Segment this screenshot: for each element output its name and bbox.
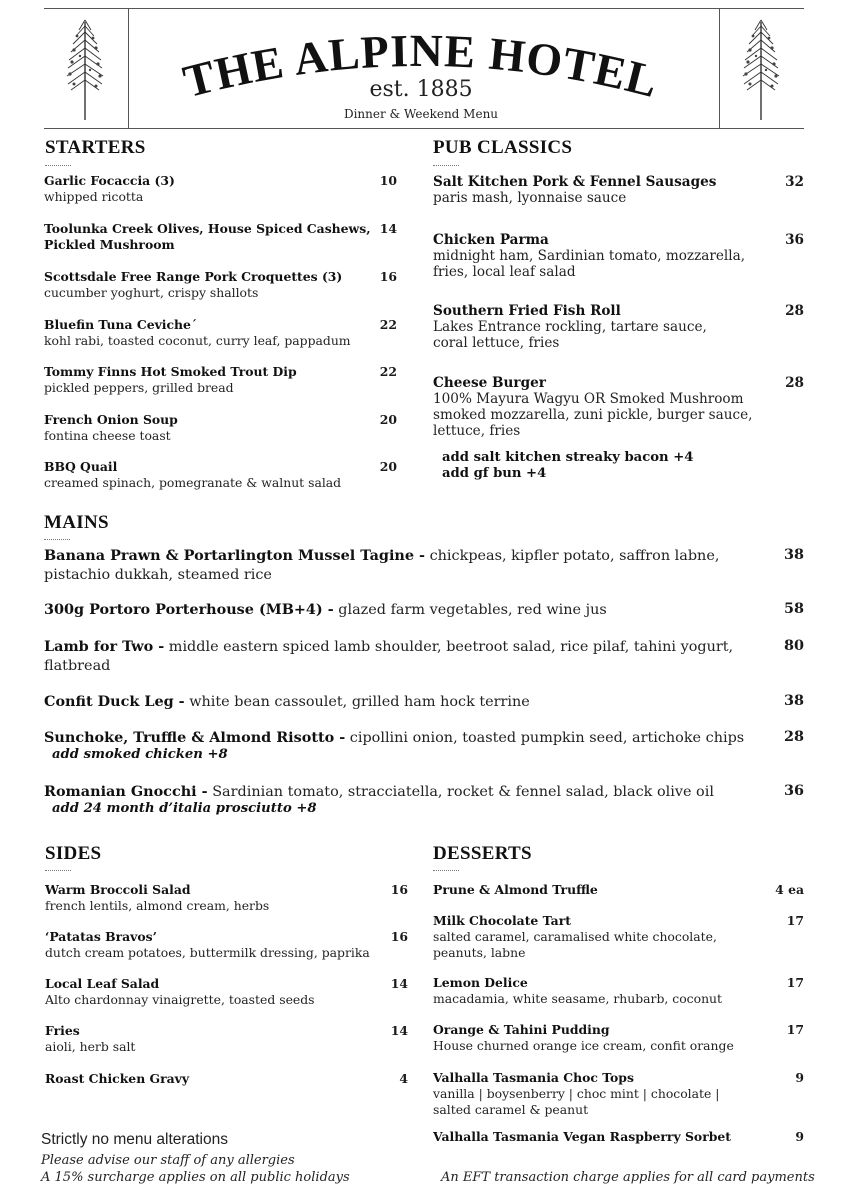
section-divider <box>44 539 70 540</box>
item-description: House churned orange ice cream, confit orange <box>433 1038 734 1053</box>
menu-item <box>44 221 374 253</box>
menu-item <box>44 782 768 802</box>
item-name: Lemon Delice <box>433 975 528 990</box>
menu-item <box>44 317 384 349</box>
item-description: midnight ham, Sardinian tomato, mozzarella, fries, local leaf salad <box>433 248 746 280</box>
item-price: 28 <box>783 728 804 745</box>
item-description: salted caramel, caramalised white chocolate, peanuts, labne <box>433 929 717 960</box>
item-description: pickled peppers, grilled bread <box>44 380 234 395</box>
item-name: Tommy Finns Hot Smoked Trout Dip <box>44 364 297 379</box>
item-name: Milk Chocolate Tart <box>433 913 571 928</box>
item-price: 17 <box>786 1022 804 1037</box>
pine-tree-icon <box>738 14 784 128</box>
item-price: 14 <box>390 1023 408 1038</box>
allergy-notice: Please advise our staff of any allergies <box>41 1153 295 1168</box>
header-top-rule <box>44 8 804 9</box>
menu-item <box>433 882 753 898</box>
item-price: 22 <box>379 364 397 379</box>
item-price: 80 <box>783 637 804 654</box>
item-name: Toolunka Creek Olives, House Spiced Cashews, Pickled Mushroom <box>44 221 371 252</box>
addon-option: add gf bun +4 <box>442 466 547 481</box>
menu-item <box>44 546 759 585</box>
item-description: french lentils, almond cream, herbs <box>45 898 270 913</box>
item-description: glazed farm vegetables, red wine jus <box>333 602 607 618</box>
menu-subtitle: Dinner & Weekend Menu <box>343 107 499 121</box>
menu-item <box>433 174 763 206</box>
menu-item <box>44 692 768 712</box>
item-price: 28 <box>785 303 804 319</box>
item-name: Warm Broccoli Salad <box>45 882 191 897</box>
item-price: 20 <box>379 459 397 474</box>
item-name: Valhalla Tasmania Vegan Raspberry Sorbet <box>433 1129 731 1144</box>
item-name: Lamb for Two - <box>44 638 165 655</box>
item-name: Sunchoke, Truffle & Almond Risotto - <box>44 729 346 746</box>
menu-item <box>44 364 374 396</box>
item-price: 32 <box>785 174 804 190</box>
item-price: 38 <box>783 546 804 563</box>
item-name: Fries <box>45 1023 80 1038</box>
item-price: 28 <box>785 375 804 391</box>
item-name: French Onion Soup <box>44 412 178 427</box>
item-name: Local Leaf Salad <box>45 976 160 991</box>
item-description: kohl rabi, toasted coconut, curry leaf, pappadum <box>44 333 351 348</box>
item-description: 100% Mayura Wagyu OR Smoked Mushroom smoked mozzarella, zuni pickle, burger sauce, lettuce, fries <box>433 391 753 439</box>
item-price: 9 <box>795 1070 804 1085</box>
item-price: 14 <box>390 976 408 991</box>
item-price: 36 <box>785 232 804 248</box>
item-description: cipollini onion, toasted pumpkin seed, artichoke chips <box>345 730 745 746</box>
item-description: Sardinian tomato, stracciatella, rocket & fennel salad, black olive oil <box>207 784 714 800</box>
item-description: paris mash, lyonnaise sauce <box>433 190 627 206</box>
item-price: 16 <box>379 269 397 284</box>
item-price: 4 ea <box>775 882 804 897</box>
menu-item <box>44 600 768 620</box>
mains-heading: MAINS <box>44 512 109 533</box>
menu-item <box>433 975 753 1007</box>
item-description: dutch cream potatoes, buttermilk dressing, paprika <box>45 945 370 960</box>
header-left-rule <box>128 8 129 128</box>
item-price: 20 <box>379 412 397 427</box>
item-name: Orange & Tahini Pudding <box>433 1022 610 1037</box>
item-description: vanilla | boysenberry | choc mint | chocolate | salted caramel & peanut <box>433 1086 720 1117</box>
item-name: Cheese Burger <box>433 375 546 391</box>
hotel-name: THE ALPINE HOTEL <box>178 24 664 108</box>
menu-item <box>45 976 385 1008</box>
item-price: 9 <box>795 1129 804 1144</box>
menu-item <box>44 173 364 205</box>
menu-item <box>44 412 374 444</box>
menu-item <box>433 1022 763 1054</box>
menu-item <box>45 1023 345 1055</box>
addon-option: add salt kitchen streaky bacon +4 <box>442 450 694 465</box>
item-name: Valhalla Tasmania Choc Tops <box>433 1070 634 1085</box>
item-description: middle eastern spiced lamb shoulder, beetroot salad, rice pilaf, tahini yogurt, flatbread <box>44 639 734 674</box>
item-price: 17 <box>786 975 804 990</box>
header-bottom-rule <box>44 128 804 129</box>
item-name: Roast Chicken Gravy <box>45 1071 190 1086</box>
item-description: fontina cheese toast <box>44 428 171 443</box>
item-name: Southern Fried Fish Roll <box>433 303 621 319</box>
item-price: 4 <box>399 1071 408 1086</box>
item-description: macadamia, white seasame, rhubarb, coconut <box>433 991 723 1006</box>
item-name: Confit Duck Leg - <box>44 693 185 710</box>
item-description: whipped ricotta <box>44 189 144 204</box>
item-price: 16 <box>390 882 408 897</box>
item-price: 58 <box>783 600 804 617</box>
menu-item <box>44 728 768 748</box>
pub-classics-heading: PUB CLASSICS <box>433 137 573 158</box>
item-price: 36 <box>783 782 804 799</box>
item-name: Romanian Gnocchi - <box>44 783 208 800</box>
menu-item <box>45 882 385 914</box>
addon-option: add 24 month d’italia prosciutto +8 <box>52 801 317 816</box>
menu-item <box>433 1070 743 1118</box>
item-name: Garlic Focaccia (3) <box>44 173 175 188</box>
item-name: Bluefin Tuna Ceviche´ <box>44 317 198 332</box>
item-price: 10 <box>379 173 397 188</box>
section-divider <box>45 165 71 166</box>
item-price: 16 <box>390 929 408 944</box>
section-divider <box>45 870 71 871</box>
menu-item <box>433 375 773 439</box>
starters-heading: STARTERS <box>45 137 146 158</box>
menu-item <box>433 303 733 351</box>
menu-item <box>433 232 768 280</box>
item-description: white bean cassoulet, grilled ham hock terrine <box>184 694 530 710</box>
menu-item <box>433 1129 763 1145</box>
item-name: Scottsdale Free Range Pork Croquettes (3) <box>44 269 343 284</box>
addon-option: add smoked chicken +8 <box>52 747 228 762</box>
desserts-heading: DESSERTS <box>433 843 532 864</box>
sides-heading: SIDES <box>45 843 102 864</box>
menu-item <box>45 929 390 961</box>
item-price: 22 <box>379 317 397 332</box>
section-divider <box>433 870 459 871</box>
item-description: chickpeas, kipfler potato, saffron labne, pistachio dukkah, steamed rice <box>44 548 720 583</box>
item-name: Salt Kitchen Pork & Fennel Sausages <box>433 174 717 190</box>
section-divider <box>433 165 459 166</box>
pine-tree-icon <box>62 14 108 128</box>
item-name: BBQ Quail <box>44 459 118 474</box>
established-year: est. 1885 <box>369 77 473 102</box>
item-name: Prune & Almond Truffle <box>433 882 598 897</box>
item-description: aioli, herb salt <box>45 1039 136 1054</box>
item-description: Alto chardonnay vinaigrette, toasted seeds <box>45 992 315 1007</box>
menu-item <box>44 459 384 491</box>
menu-item <box>44 637 744 676</box>
item-price: 17 <box>786 913 804 928</box>
eft-notice: An EFT transaction charge applies for all card payments <box>441 1170 815 1185</box>
no-alterations-notice: Strictly no menu alterations <box>41 1131 228 1148</box>
item-name: 300g Portoro Porterhouse (MB+4) - <box>44 601 334 618</box>
surcharge-notice: A 15% surcharge applies on all public holidays <box>41 1170 350 1185</box>
menu-item <box>433 913 738 961</box>
item-price: 38 <box>783 692 804 709</box>
header-right-rule <box>719 8 720 128</box>
item-name: Banana Prawn & Portarlington Mussel Tagine - <box>44 547 426 564</box>
menu-item <box>44 269 374 301</box>
item-description: creamed spinach, pomegranate & walnut salad <box>44 475 342 490</box>
item-description: cucumber yoghurt, crispy shallots <box>44 285 259 300</box>
item-name: Chicken Parma <box>433 232 549 248</box>
item-price: 14 <box>379 221 397 236</box>
item-description: Lakes Entrance rockling, tartare sauce, coral lettuce, fries <box>433 319 707 351</box>
item-name: ‘Patatas Bravos’ <box>45 929 157 944</box>
menu-item <box>45 1071 345 1087</box>
